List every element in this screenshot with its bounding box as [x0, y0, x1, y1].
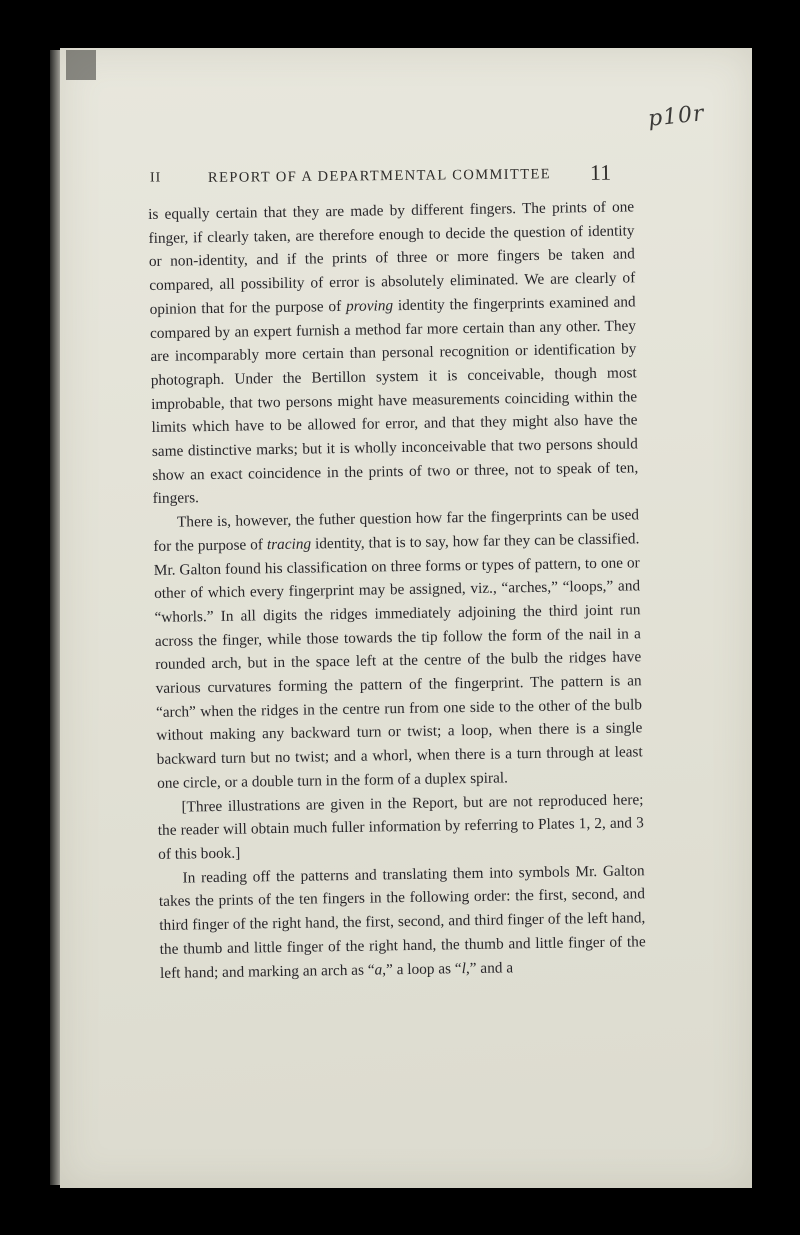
text-run: In reading off the patterns and translating them into symbols Mr. Galton takes the prints of the ten fingers in the following order: the first, second, and third finger of the right hand, the first, second, and third finger of the left hand, the thumb and little finger of the right hand, the thumb and little finger of the left hand; and marking an arch as “ — [158, 861, 646, 982]
italic-symbol: a — [374, 960, 383, 979]
chapter-numeral: II — [149, 170, 162, 186]
italic-word: proving — [345, 296, 394, 315]
running-header — [149, 159, 630, 192]
body-text — [148, 195, 646, 985]
running-title: REPORT OF A DEPARTMENTAL COMMITTEE — [207, 166, 552, 186]
text-run: ,” and a — [465, 958, 514, 977]
italic-word: tracing — [266, 535, 312, 554]
paragraph-2 — [153, 503, 643, 795]
paragraph-1 — [148, 195, 639, 511]
corner-stain — [66, 50, 96, 80]
text-run: There is, however, the futher question how far the fingerprints can be used for the purpose of — [153, 506, 640, 555]
text-run: is equally certain that they are made by different fingers. The prints of one finger, if clearly taken, are therefore enough to decide the question of identity or non-identity, and if the prints of three or more fingers be taken and compared, all possibility of error is absolutely eliminated. We are clearly of opinion that for the purpose of — [148, 198, 636, 318]
text-run: ,” a loop as “ — [382, 959, 462, 978]
handwritten-annotation: p10r — [646, 101, 706, 132]
text-run: identity the fingerprints examined and compared by an expert furnish a method far more certain than any other. They are incomparably more certain than personal recognition or identification by photograph. Under the Bertillon system it is conceivable, though most improbable, that two persons might have measurements coinciding within the limits which have to be allowed for error, and that they might also have the same distinctive marks; but it is wholly inconceivable that two persons should show an exact coincidence in the prints of two or three, not to speak of ten, fingers. — [149, 293, 639, 508]
text-run: identity, that is to say, how far they can be classified. Mr. Galton found his classification on three forms or types of pattern, to one or other of which every fingerprint may be assigned, viz., “arches,” “loops,” and “whorls.” In all digits the ridges immediately adjoining the third joint run across the finger, while those towards the tip follow the form of the nail in a rounded arch, but in the space left at the centre of the bulb the ridges have various curvatures forming the pattern of the fingerprint. The pattern is an “arch” when the ridges in the centre run from one side to the other of the bulb without making any backward turn or twist; a loop, when there is a single backward turn but no twist; and a whorl, when there is a turn through at least one circle, or a double turn in the form of a duplex spiral. — [153, 530, 643, 792]
paragraph-4 — [158, 859, 646, 985]
paragraph-3: [Three illustrations are given in the Report, but are not reproduced here; the reader will obtain much fuller information by referring to Plates 1, 2, and 3 of this book.] — [157, 790, 644, 863]
page-number: 11 — [589, 159, 612, 185]
italic-symbol: l — [461, 959, 467, 977]
